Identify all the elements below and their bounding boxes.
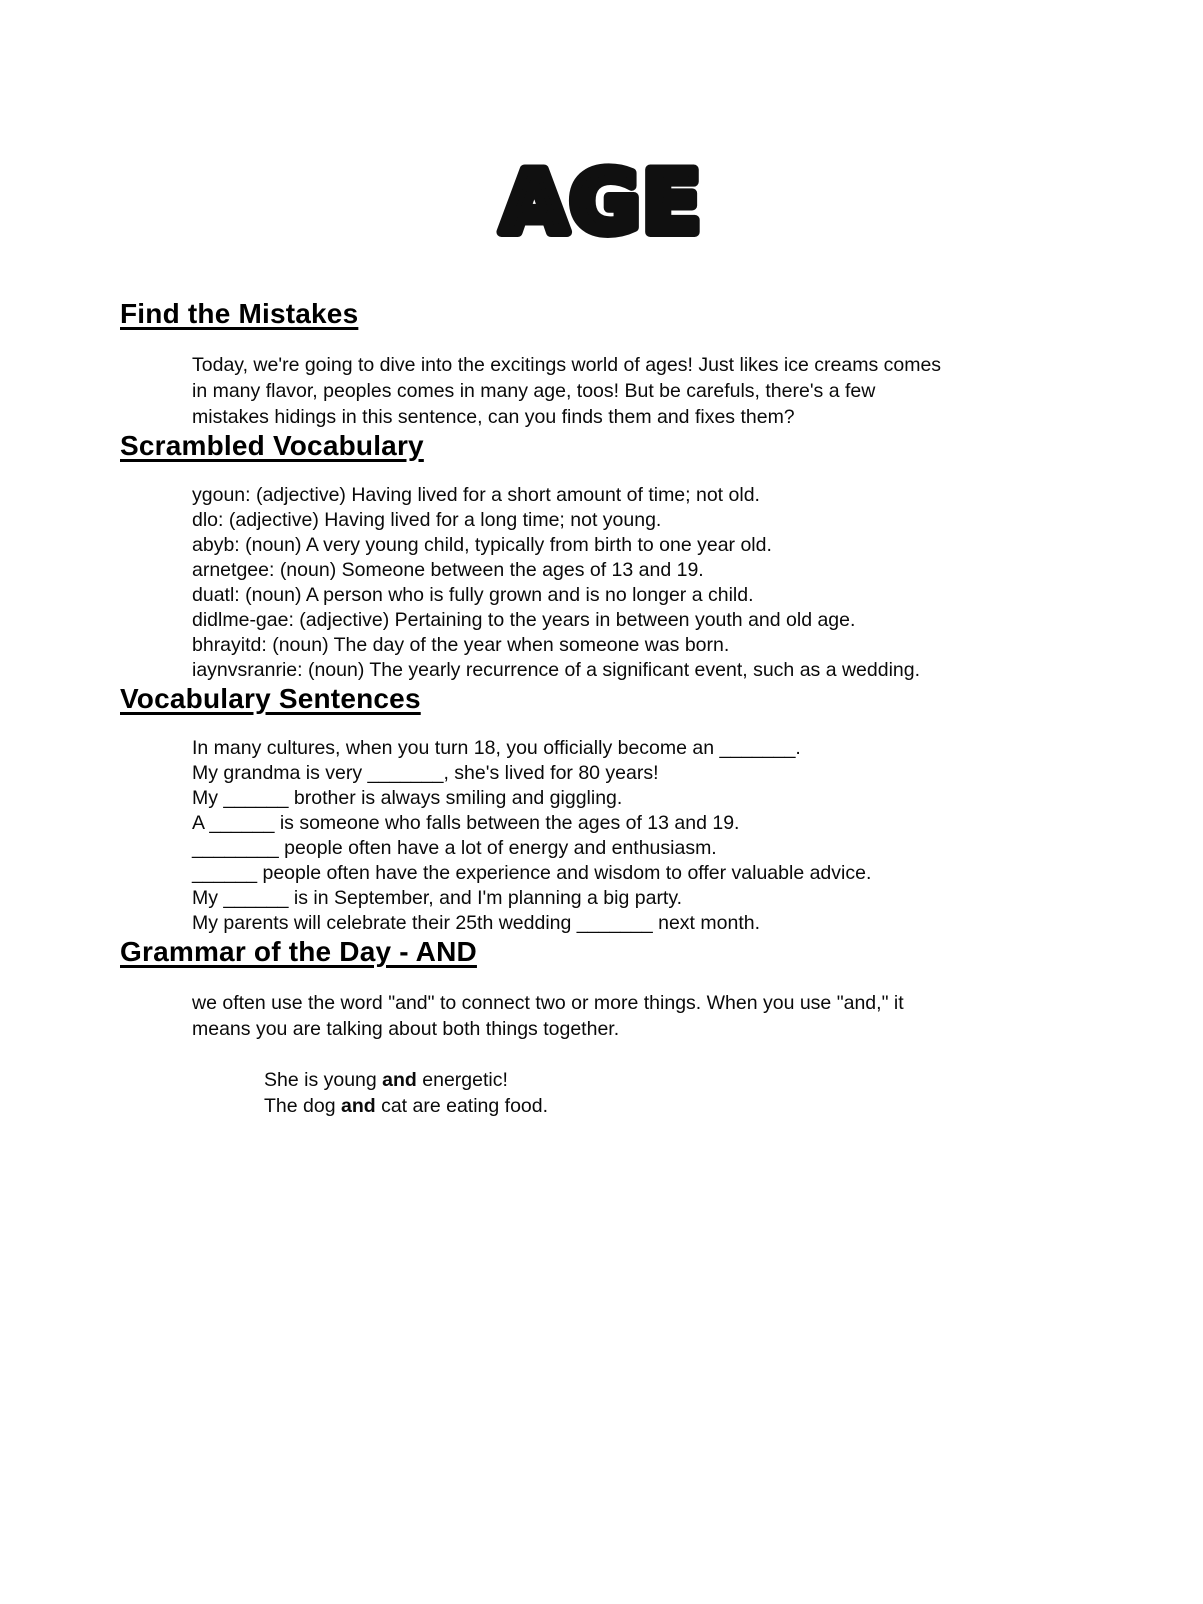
section-vocabulary-sentences (120, 683, 1083, 936)
sentence-item: My parents will celebrate their 25th wedding _______ next month. (192, 912, 761, 934)
paragraph-line: Today, we're going to dive into the excitings world of ages! Just likes ice creams comes (192, 354, 942, 376)
example-text-before: She is young (264, 1069, 383, 1091)
heading-vocabulary-sentences: Vocabulary Sentences (120, 683, 421, 714)
find-the-mistakes-paragraph (192, 352, 1083, 430)
vocab-item: bhrayitd: (noun) The day of the year when someone was born. (192, 634, 730, 656)
vocab-item: duatl: (noun) A person who is fully grown and is no longer a child. (192, 584, 754, 606)
paragraph-line: in many flavor, peoples comes in many age, toos! But be carefuls, there's a few (192, 380, 876, 402)
vocab-item: iaynvsranrie: (noun) The yearly recurrence of a significant event, such as a wedding. (192, 659, 921, 681)
heading-find-the-mistakes: Find the Mistakes (120, 298, 359, 329)
conjunction-bold: and (340, 1095, 376, 1117)
example-text-after: cat are eating food. (375, 1095, 549, 1117)
vocab-item: didlme-gae: (adjective) Pertaining to the years in between youth and old age. (192, 609, 856, 631)
section-grammar-of-the-day (120, 936, 1083, 1119)
heading-scrambled-vocabulary: Scrambled Vocabulary (120, 430, 424, 461)
page-title-text: AGE (500, 153, 703, 252)
grammar-examples (264, 1067, 1083, 1119)
paragraph-line: mistakes hidings in this sentence, can you finds them and fixes them? (192, 406, 795, 428)
sentence-item: ________ people often have a lot of energy and enthusiasm. (192, 837, 717, 859)
example-sentence (264, 1067, 1083, 1093)
sentence-item: My grandma is very _______, she's lived for 80 years! (192, 762, 659, 784)
section-find-the-mistakes (120, 298, 1083, 430)
vocab-item: dlo: (adjective) Having lived for a long time; not young. (192, 509, 662, 531)
paragraph-line: means you are talking about both things together. (192, 1018, 620, 1040)
sentence-item: My ______ brother is always smiling and giggling. (192, 787, 623, 809)
sentence-item: My ______ is in September, and I'm planning a big party. (192, 887, 683, 909)
vocab-item: abyb: (noun) A very young child, typically from birth to one year old. (192, 534, 772, 556)
age-title-graphic (477, 140, 727, 252)
conjunction-bold: and (382, 1069, 417, 1091)
sentence-item: A ______ is someone who falls between the ages of 13 and 19. (192, 812, 740, 834)
sentence-item: ______ people often have the experience and wisdom to offer valuable advice. (192, 862, 872, 884)
heading-grammar-of-the-day: Grammar of the Day - AND (120, 936, 477, 967)
vocab-item: ygoun: (adjective) Having lived for a short amount of time; not old. (192, 484, 760, 506)
example-sentence (264, 1093, 1083, 1119)
page-title (120, 140, 1083, 252)
scrambled-vocabulary-list (192, 483, 1083, 683)
grammar-paragraph (192, 990, 1083, 1042)
sentence-item: In many cultures, when you turn 18, you officially become an _______. (192, 737, 801, 759)
section-scrambled-vocabulary (120, 430, 1083, 683)
vocabulary-sentences-list (192, 736, 1083, 936)
vocab-item: arnetgee: (noun) Someone between the ages of 13 and 19. (192, 559, 704, 581)
example-text-before: The dog (264, 1095, 341, 1117)
example-text-after: energetic! (416, 1069, 508, 1091)
paragraph-line: we often use the word "and" to connect two or more things. When you use "and," it (192, 992, 904, 1014)
